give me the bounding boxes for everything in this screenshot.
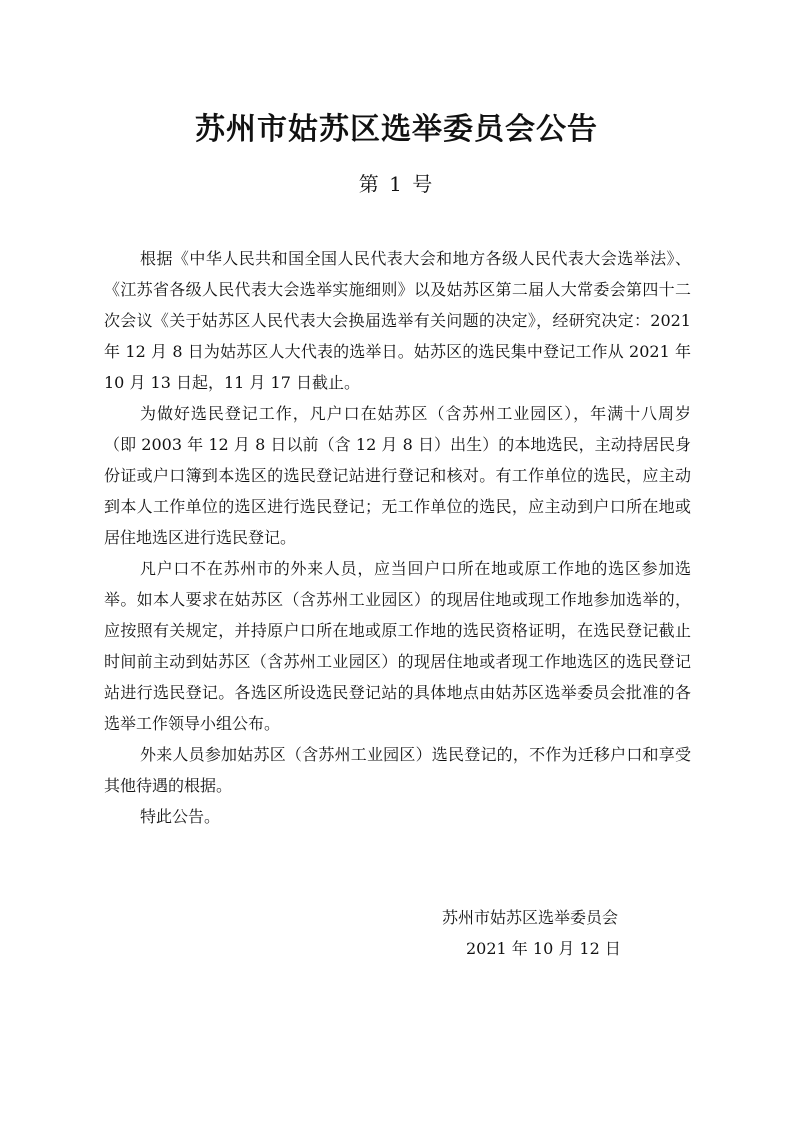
paragraph-local-voters: 为做好选民登记工作，凡户口在姑苏区（含苏州工业园区），年满十八周岁（即 2003 年 12 月 8 日以前（含 12 月 8 日）出生）的本地选民，主动持居民身份证或户口簿到本选区的选民登记站进行登记和核对。有工作单位的选民，应主动到本人工作单位的选区进行选民登记；无工作单位的选民，应主动到户口所在地或居住地选区进行选民登记。 bbox=[104, 404, 691, 547]
announcement-number: 第 1 号 bbox=[358, 172, 435, 196]
signature-date: 2021 年 10 月 12 日 bbox=[466, 939, 621, 958]
signature-organization: 苏州市姑苏区选举委员会 bbox=[442, 908, 619, 927]
paragraph-non-local-voters: 凡户口不在苏州市的外来人员，应当回户口所在地或原工作地的选区参加选举。如本人要求在姑苏区（含苏州工业园区）的现居住地或现工作地参加选举的，应按照有关规定，并持原户口所在地或原工作地的选民资格证明，在选民登记截止时间前主动到姑苏区（含苏州工业园区）的现居住地或者现工作地选区的选民登记站进行选民登记。各选区所设选民登记站的具体地点由姑苏区选举委员会批准的各选举工作领导小组公布。 bbox=[104, 559, 691, 733]
paragraph-no-residency-rights: 外来人员参加姑苏区（含苏州工业园区）选民登记的，不作为迁移户口和享受其他待遇的根据。 bbox=[104, 745, 691, 795]
document-body bbox=[104, 243, 691, 832]
signature-block bbox=[420, 902, 640, 964]
paragraph-legal-basis: 根据《中华人民共和国全国人民代表大会和地方各级人民代表大会选举法》、《江苏省各级人民代表大会选举实施细则》以及姑苏区第二届人大常委会第四十二次会议《关于姑苏区人民代表大会换届选举有关问题的决定》，经研究决定：2021 年 12 月 8 日为姑苏区人大代表的选举日。姑苏区的选民集中登记工作从 2021 年 10 月 13 日起，11 月 17 日截止。 bbox=[104, 249, 691, 392]
paragraph-closing: 特此公告。 bbox=[140, 807, 221, 826]
document-title: 苏州市姑苏区选举委员会公告 bbox=[195, 112, 598, 147]
